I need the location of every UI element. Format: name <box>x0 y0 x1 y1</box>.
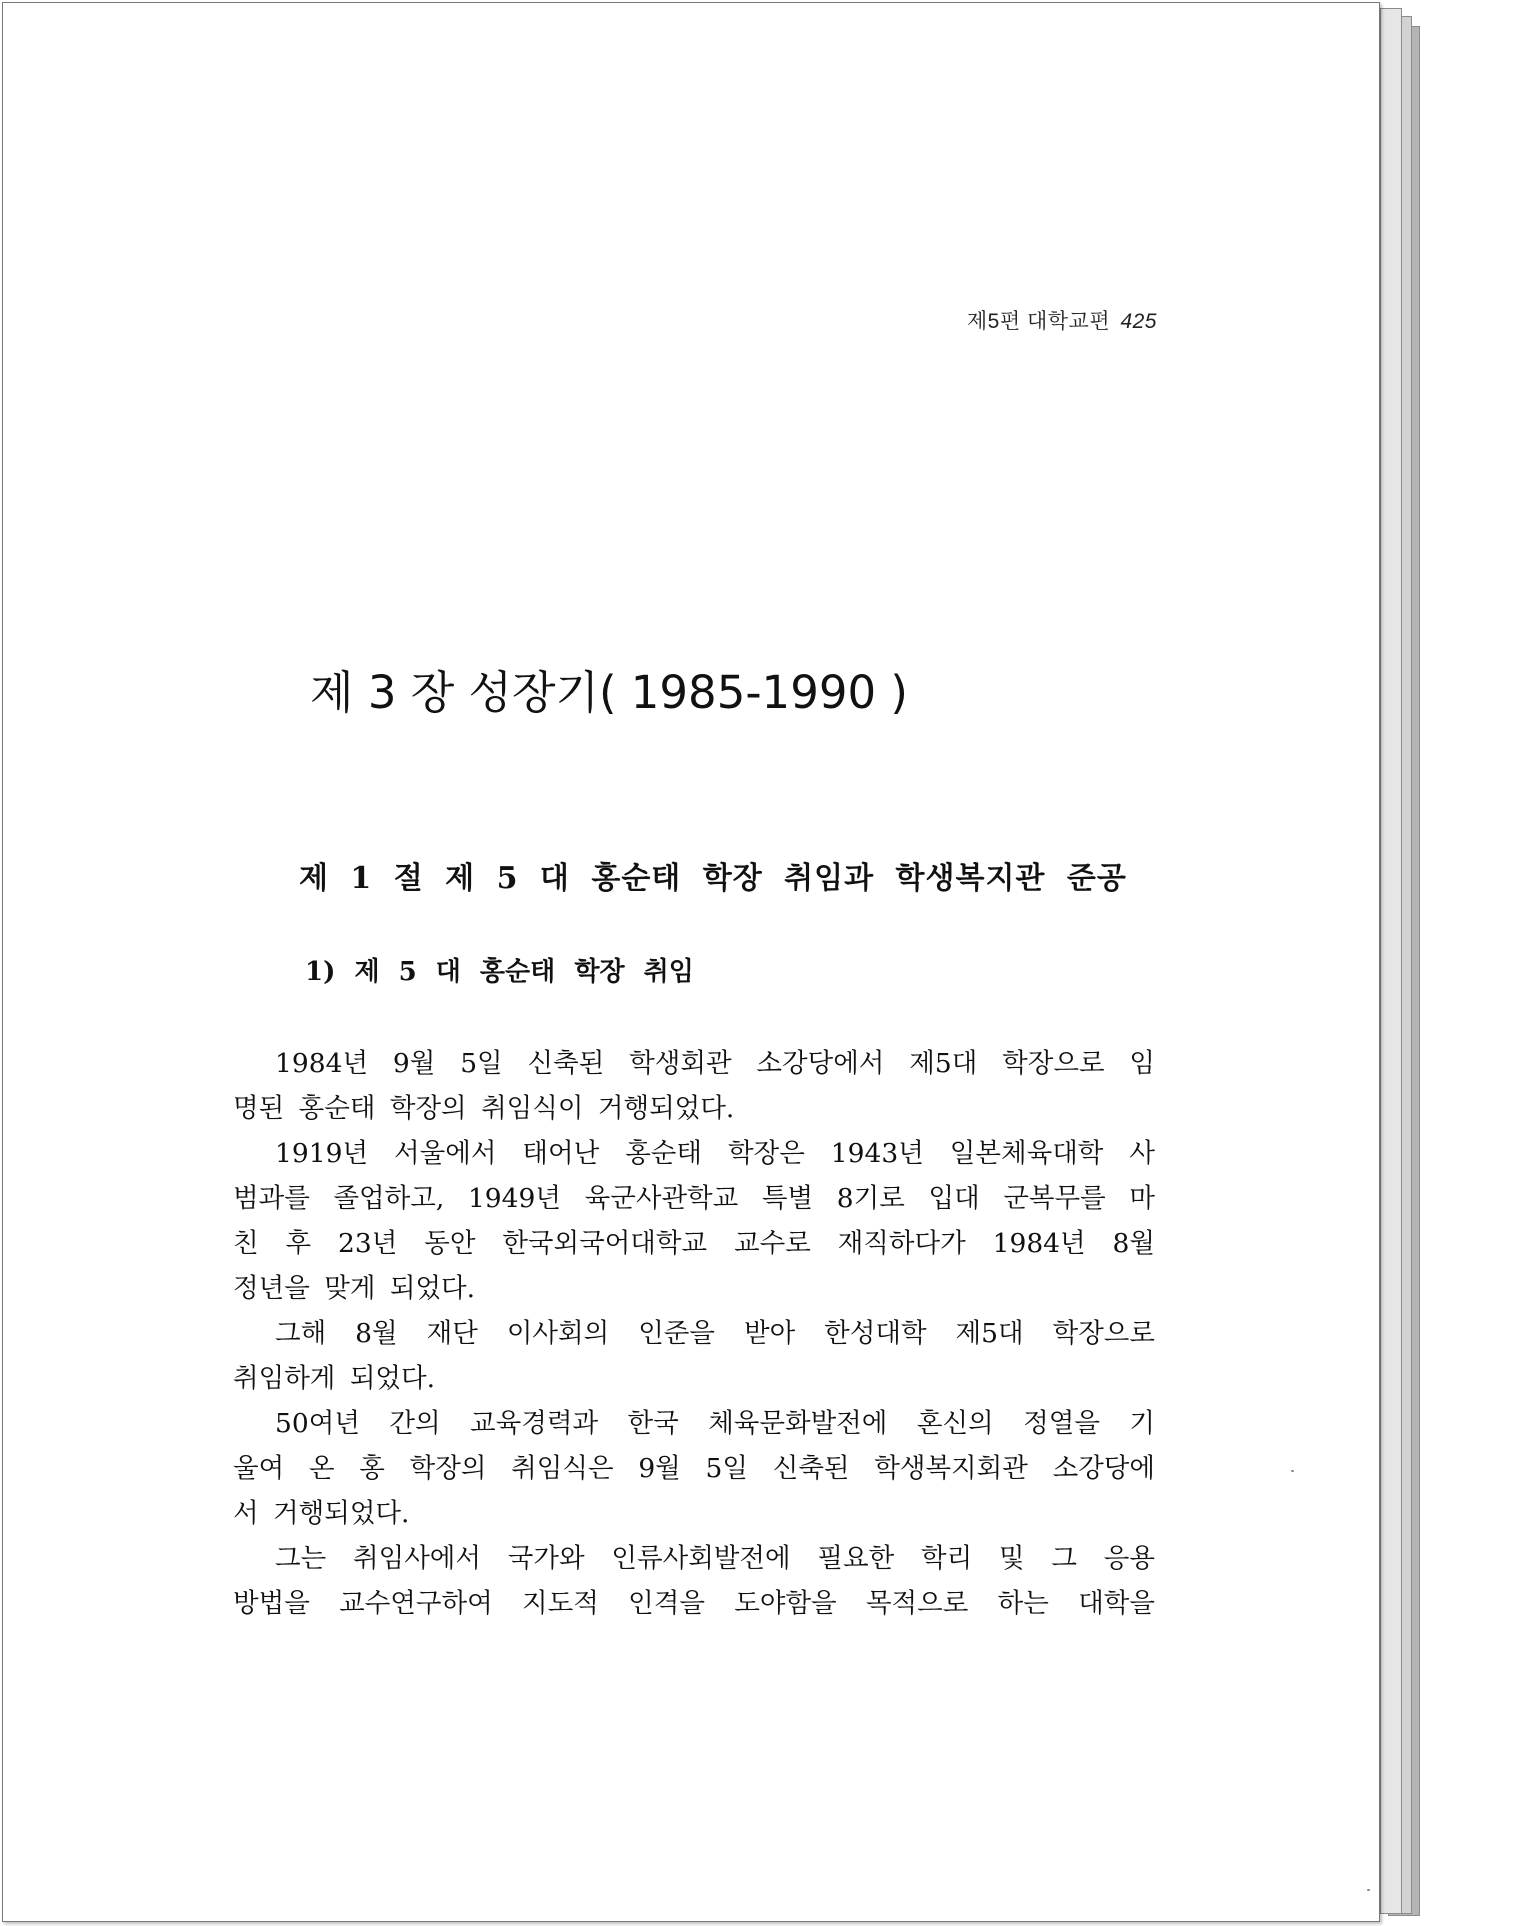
text-line: 그해 8월 재단 이사회의 인준을 받아 한성대학 제5대 학장으로 <box>275 1318 1155 1349</box>
running-head <box>967 305 1157 335</box>
text-line: 정년을 맞게 되었다. <box>233 1273 476 1304</box>
paragraph <box>233 1536 1155 1626</box>
text-line: 친 후 23년 동안 한국외국어대학교 교수로 재직하다가 1984년 8월 <box>233 1228 1155 1259</box>
text-line: 50여년 간의 교육경력과 한국 체육문화발전에 혼신의 정열을 기 <box>275 1408 1155 1439</box>
paragraph <box>233 1311 1155 1401</box>
section-title: 제 1 절 제 5 대 홍순태 학장 취임과 학생복지관 준공 <box>299 861 1127 896</box>
document-page <box>2 2 1380 1922</box>
subsection-title: 1) 제 5 대 홍순태 학장 취임 <box>305 957 694 987</box>
text-line: 범과를 졸업하고, 1949년 육군사관학교 특별 8기로 입대 군복무를 마 <box>233 1183 1155 1214</box>
text-line: 서 거행되었다. <box>233 1498 410 1529</box>
paragraph <box>233 1041 1155 1131</box>
text-line: 그는 취임사에서 국가와 인류사회발전에 필요한 학리 및 그 응용 <box>275 1543 1155 1574</box>
text-line: 울여 온 홍 학장의 취임식은 9월 5일 신축된 학생복지회관 소강당에 <box>233 1453 1155 1484</box>
paragraph <box>233 1131 1155 1311</box>
body-text <box>233 1041 1155 1626</box>
scan-speck <box>1367 1889 1370 1891</box>
text-line: 1984년 9월 5일 신축된 학생회관 소강당에서 제5대 학장으로 임 <box>275 1048 1155 1079</box>
chapter-title: 제 3 장 성장기( 1985-1990 ) <box>310 666 908 719</box>
text-line: 명된 홍순태 학장의 취임식이 거행되었다. <box>233 1093 735 1124</box>
page-stack-edge <box>1380 8 1402 1914</box>
text-line: 취임하게 되었다. <box>233 1363 436 1394</box>
scan-speck <box>1291 1470 1294 1472</box>
paragraph <box>233 1401 1155 1536</box>
running-head-text: 제5편 대학교편 <box>966 310 1111 333</box>
text-line: 1919년 서울에서 태어난 홍순태 학장은 1943년 일본체육대학 사 <box>275 1138 1155 1169</box>
text-line: 방법을 교수연구하여 지도적 인격을 도야함을 목적으로 하는 대학을 <box>233 1588 1155 1619</box>
page-number: 425 <box>1120 310 1157 333</box>
